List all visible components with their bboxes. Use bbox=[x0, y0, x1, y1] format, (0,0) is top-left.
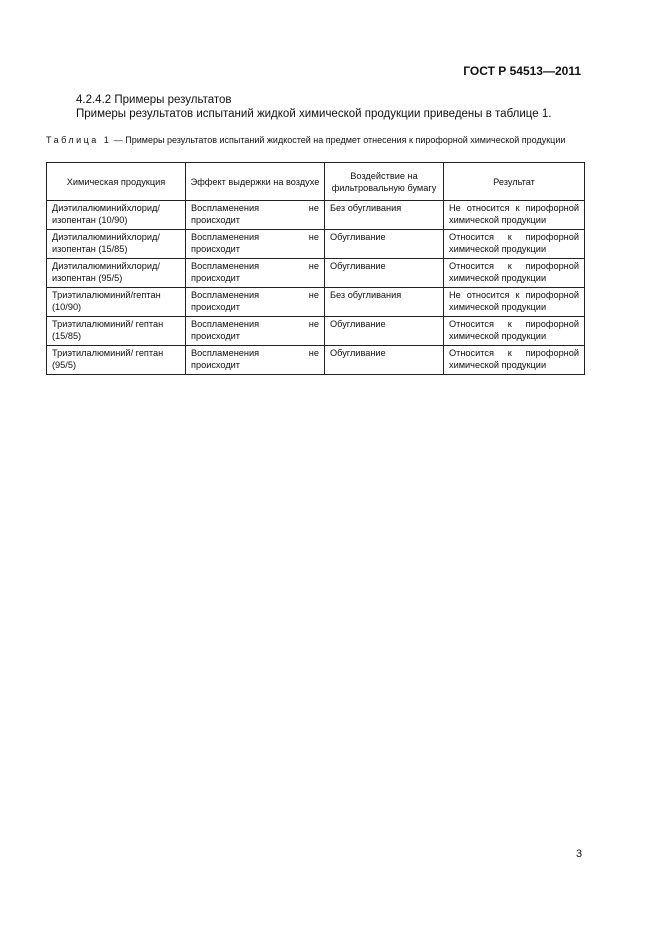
cell-filter-paper: Обугливание bbox=[325, 230, 444, 259]
cell-air-effect: Воспламенения не происходит bbox=[186, 259, 325, 288]
column-header-air-effect: Эффект выдержки на воздухе bbox=[186, 163, 325, 201]
table-caption-text: — Примеры результатов испытаний жидкостей на предмет отнесения к пирофорной химической продукции bbox=[111, 135, 566, 145]
cell-filter-paper: Обугливание bbox=[325, 317, 444, 346]
section-title: 4.2.4.2 Примеры результатов bbox=[76, 94, 232, 106]
table-row bbox=[47, 317, 585, 346]
column-header-filter-paper: Воздействие на фильтровальную бумагу bbox=[325, 163, 444, 201]
cell-result: Относится к пирофорной химической продукции bbox=[444, 317, 585, 346]
cell-product: Триэтилалюминий/ гептан (15/85) bbox=[47, 317, 186, 346]
table-row bbox=[47, 288, 585, 317]
cell-filter-paper: Обугливание bbox=[325, 346, 444, 375]
results-table bbox=[46, 162, 585, 375]
cell-product: Триэтилалюминий/ гептан (95/5) bbox=[47, 346, 186, 375]
cell-product: Диэтилалюминийхлорид/ изопентан (10/90) bbox=[47, 201, 186, 230]
cell-product: Диэтилалюминийхлорид/ изопентан (95/5) bbox=[47, 259, 186, 288]
cell-air-effect: Воспламенения не происходит bbox=[186, 230, 325, 259]
cell-result: Не относится к пирофорной химической продукции bbox=[444, 288, 585, 317]
cell-filter-paper: Без обугливания bbox=[325, 288, 444, 317]
cell-air-effect: Воспламенения не происходит bbox=[186, 346, 325, 375]
cell-result: Относится к пирофорной химической продукции bbox=[444, 259, 585, 288]
intro-paragraph: Примеры результатов испытаний жидкой химической продукции приведены в таблице 1. bbox=[76, 108, 552, 120]
table-row bbox=[47, 259, 585, 288]
document-header: ГОСТ Р 54513—2011 bbox=[463, 64, 581, 78]
cell-filter-paper: Без обугливания bbox=[325, 201, 444, 230]
table-row bbox=[47, 230, 585, 259]
table-row bbox=[47, 346, 585, 375]
cell-product: Триэтилалюминий/гептан (10/90) bbox=[47, 288, 186, 317]
table-caption-lead: Таблица 1 bbox=[46, 135, 112, 145]
cell-result: Относится к пирофорной химической продукции bbox=[444, 346, 585, 375]
table-row bbox=[47, 201, 585, 230]
table-header-row bbox=[47, 163, 585, 201]
column-header-result: Результат bbox=[444, 163, 585, 201]
cell-result: Относится к пирофорной химической продукции bbox=[444, 230, 585, 259]
cell-air-effect: Воспламенения не происходит bbox=[186, 288, 325, 317]
table-caption bbox=[46, 135, 584, 146]
cell-product: Диэтилалюминийхлорид/ изопентан (15/85) bbox=[47, 230, 186, 259]
cell-filter-paper: Обугливание bbox=[325, 259, 444, 288]
page-number: 3 bbox=[576, 848, 583, 860]
cell-air-effect: Воспламенения не происходит bbox=[186, 201, 325, 230]
cell-air-effect: Воспламенения не происходит bbox=[186, 317, 325, 346]
cell-result: Не относится к пирофорной химической продукции bbox=[444, 201, 585, 230]
column-header-product: Химическая продукция bbox=[47, 163, 186, 201]
